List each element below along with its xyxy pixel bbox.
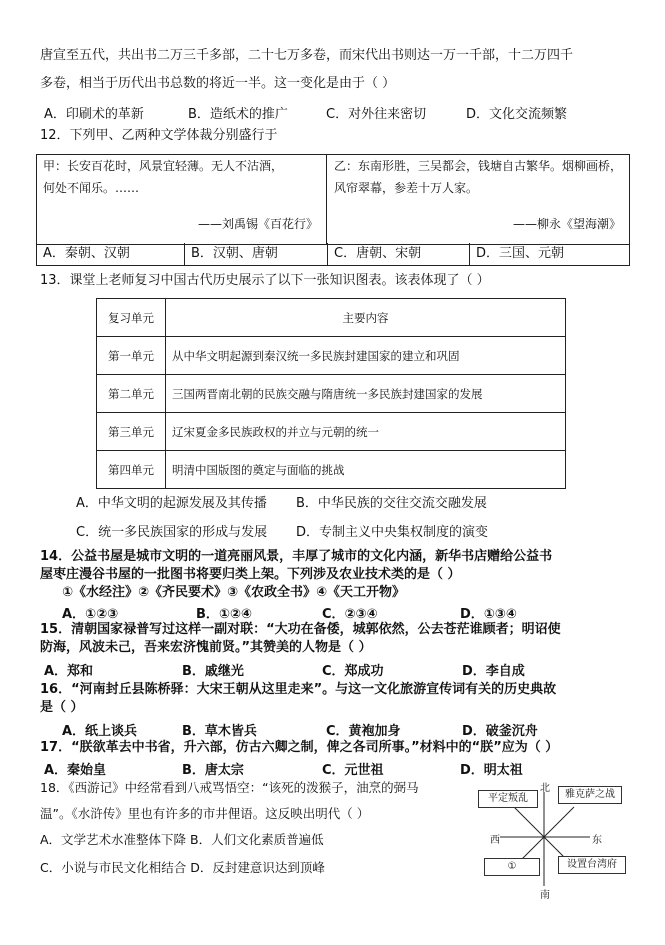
q14-line3: ①《水经注》②《齐民要术》③《农政全书》④《天工开物》 [62, 585, 406, 600]
q11-line2: 多卷，相当于历代出书总数的将近一半。这一变化是由于（ ） [40, 76, 396, 91]
q12-yi-line2: 风帘翠幕，参差十万人家。 [334, 181, 479, 195]
q13-option-c[interactable]: C．统一多民族国家的形成与发展 [76, 525, 268, 540]
q12-option-d[interactable]: D．三国、元朝 [476, 246, 565, 261]
q12-jia-line1: 甲：长安百花时，风景宜轻薄。无人不沽酒， [43, 159, 284, 173]
q11-option-a[interactable]: A．印刷术的革新 [44, 107, 144, 122]
table-cell-content: 辽宋夏金多民族政权的并立与元朝的统一 [166, 413, 566, 451]
table-row [97, 413, 566, 451]
q14-option-b[interactable]: B．①②④ [196, 607, 252, 622]
q15-option-a[interactable]: A．郑和 [44, 664, 94, 679]
q12-yi-source: ——柳永《望海潮》 [512, 217, 621, 231]
compass-box-sw: ① [484, 858, 540, 876]
q12-jia-source: ——刘禹锡《百花行》 [197, 217, 318, 231]
table-row [97, 337, 566, 375]
table-cell-unit: 第四单元 [97, 451, 166, 489]
compass-north: 北 [540, 783, 550, 794]
q13-option-d[interactable]: D．专制主义中央集权制度的演变 [296, 525, 489, 540]
table-cell-unit: 第三单元 [97, 413, 166, 451]
table-header-row [97, 299, 566, 337]
q17-option-c[interactable]: C．元世祖 [322, 763, 384, 778]
compass-west: 西 [490, 835, 500, 846]
table-header-unit: 复习单元 [97, 299, 166, 337]
table-cell-content: 从中华文明起源到秦汉统一多民族封建国家的建立和巩固 [166, 337, 566, 375]
compass-box-se: 设置台湾府 [558, 856, 626, 874]
q14-option-d[interactable]: D．①③④ [460, 607, 517, 622]
q12-option-b[interactable]: B．汉朝、唐朝 [185, 243, 328, 265]
q17-option-d[interactable]: D．明太祖 [460, 763, 523, 778]
table-cell-content: 明清中国版图的奠定与面临的挑战 [166, 451, 566, 489]
table-cell-content: 三国两晋南北朝的民族交融与隋唐统一多民族封建国家的发展 [166, 375, 566, 413]
q17-line1: 17．“朕欲革去中书省，升六部，仿古六卿之制，俾之各司所事。”材料中的“朕”应为（ ） [40, 740, 559, 755]
q18-line2: 温”。《水浒传》里也有许多的市井俚语。这反映出明代（ ） [40, 806, 370, 821]
q18-option-cd[interactable]: C．小说与市民文化相结合 D．反封建意识达到顶峰 [40, 860, 325, 875]
q16-option-c[interactable]: C．黄袍加身 [326, 724, 401, 739]
q16-option-b[interactable]: B．草木皆兵 [182, 724, 257, 739]
q14-line2: 屋枣庄漫谷书屋的一批图书将要归类上架。下列涉及农业技术类的是（ ） [40, 567, 461, 582]
q16-option-d[interactable]: D．破釜沉舟 [462, 724, 538, 739]
q13-option-a[interactable]: A．中华文明的起源发展及其传播 [76, 496, 267, 511]
q12-jia-line2: 何处不闻乐。…… [43, 181, 140, 195]
q14-option-a[interactable]: A．①②③ [62, 607, 119, 622]
q15-option-c[interactable]: C．郑成功 [322, 664, 384, 679]
compass-box-ne: 雅克萨之战 [558, 786, 622, 804]
q14-line1: 14．公益书屋是城市文明的一道亮丽风景，丰厚了城市的文化内涵，新华书店赠给公益书 [40, 549, 553, 564]
q12-option-c[interactable]: C．唐朝、宋朝 [328, 243, 470, 265]
q16-line2: 是（ ） [40, 700, 84, 715]
compass-south: 南 [540, 890, 550, 901]
q13-option-b[interactable]: B．中华民族的交往交流交融发展 [296, 496, 487, 511]
table-cell-unit: 第一单元 [97, 337, 166, 375]
q11-line1: 唐宣至五代，共出书二万三千多部，二十七万多卷，而宋代出书则达一万一千部，十二万四千 [40, 48, 574, 63]
q18-option-ab[interactable]: A．文学艺术水准整体下降 B．人们文化素质普遍低 [40, 832, 324, 847]
compass-diagram [470, 782, 650, 901]
compass-east: 东 [592, 835, 602, 846]
q17-option-b[interactable]: B．唐太宗 [182, 763, 244, 778]
table-header-content: 主要内容 [166, 299, 566, 337]
q14-option-c[interactable]: C．②③④ [322, 607, 378, 622]
q18-line1: 18．《西游记》中经常看到八戒骂悟空：“该死的泼猴子，油烹的弼马 [40, 780, 419, 795]
q12-poem-table [36, 154, 630, 245]
q12-yi-line1: 乙：东南形胜，三吴都会，钱塘自古繁华。烟柳画桥， [334, 159, 623, 173]
q12-option-a[interactable]: A．秦朝、汉朝 [37, 243, 185, 265]
q16-option-a[interactable]: A．纸上谈兵 [62, 724, 138, 739]
compass-box-nw: 平定叛乱 [478, 790, 538, 808]
q15-line1: 15．清朝国家禄普写过这样一副对联：“大功在备倭，城郭依然，公去苍茫谁顾者；明诏使 [40, 622, 561, 637]
q17-option-a[interactable]: A．秦始皇 [44, 763, 107, 778]
q16-line1: 16．“河南封丘县陈桥驿：大宋王朝从这里走来”。与这一文化旅游宣传词有关的历史典故 [40, 682, 557, 697]
q12-options-row [36, 243, 630, 266]
q11-option-b[interactable]: B．造纸术的推广 [188, 107, 288, 122]
q15-option-b[interactable]: B．戚继光 [182, 664, 244, 679]
q12-stem: 12．下列甲、乙两种文学体裁分别盛行于 [40, 128, 278, 143]
q11-option-d[interactable]: D．文化交流频繁 [466, 107, 568, 122]
table-row [97, 375, 566, 413]
q15-line2: 防海，风波未己，吾来宏济愧前贤。”其赞美的人物是（ ） [40, 640, 372, 655]
q12-poem-jia [37, 155, 327, 244]
q13-knowledge-table [96, 298, 566, 489]
q13-stem: 13．课堂上老师复习中国古代历史展示了以下一张知识图表。该表体现了（ ） [40, 273, 490, 288]
q11-option-c[interactable]: C．对外往来密切 [326, 107, 427, 122]
table-cell-unit: 第二单元 [97, 375, 166, 413]
q15-option-d[interactable]: D．李自成 [462, 664, 525, 679]
table-row [97, 451, 566, 489]
q12-poem-yi [328, 155, 629, 244]
